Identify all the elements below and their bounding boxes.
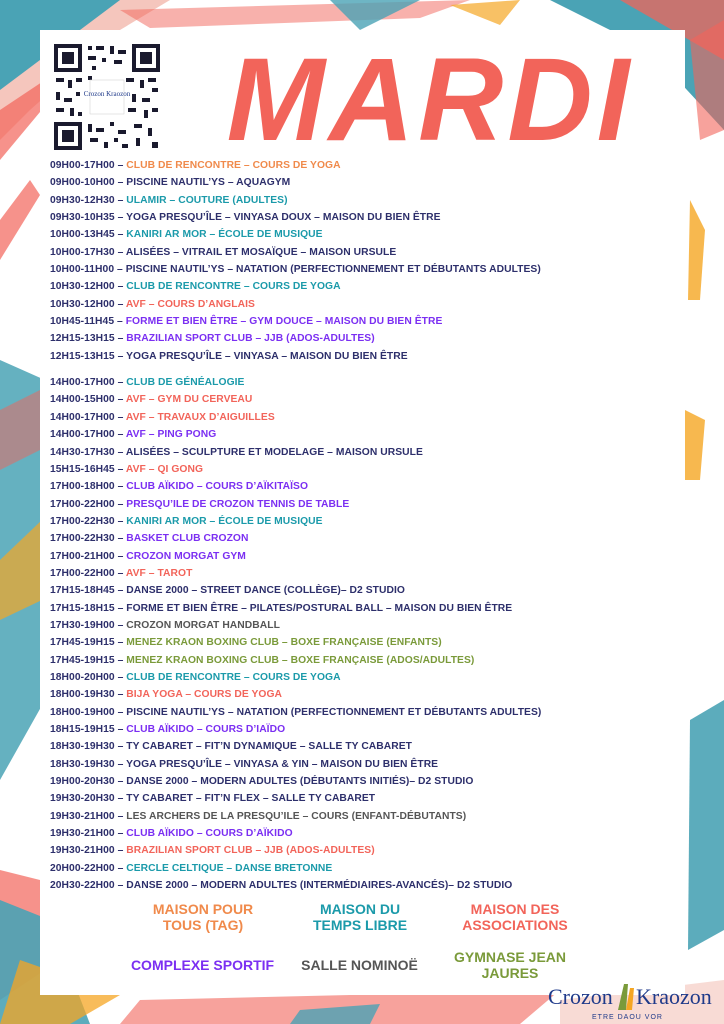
schedule-activity: CERCLE CELTIQUE – DANSE BRETONNE bbox=[126, 862, 333, 874]
schedule-time: 14H00-17H00 bbox=[50, 377, 115, 389]
page-title bbox=[205, 28, 655, 160]
schedule-time: 20H30-22H00 bbox=[50, 880, 115, 892]
schedule-time: 17H15-18H15 bbox=[50, 602, 115, 614]
schedule-time: 18H00-19H30 bbox=[50, 689, 115, 701]
schedule-separator: – bbox=[114, 515, 127, 527]
schedule-separator: – bbox=[114, 862, 127, 874]
schedule-row bbox=[50, 244, 670, 261]
schedule-separator: – bbox=[114, 281, 127, 293]
schedule-row bbox=[50, 209, 670, 226]
schedule-time: 17H00-22H00 bbox=[50, 498, 115, 510]
schedule-separator: – bbox=[114, 880, 127, 892]
schedule-row bbox=[50, 721, 670, 738]
schedule-time: 19H30-20H30 bbox=[50, 793, 115, 805]
schedule-time: 18H15-19H15 bbox=[50, 724, 115, 735]
schedule-time: 14H00-17H00 bbox=[50, 429, 115, 441]
schedule-separator: – bbox=[114, 810, 127, 822]
schedule-time: 10H00-13H45 bbox=[50, 229, 115, 241]
schedule-activity: ALISÉES – VITRAIL ET MOSAÏQUE – MAISON URSULE bbox=[125, 246, 397, 258]
schedule-row bbox=[50, 496, 670, 513]
schedule-separator: – bbox=[114, 671, 127, 683]
legend-complexe-sportif: COMPLEXE SPORTIF bbox=[130, 957, 275, 973]
schedule-separator: – bbox=[114, 619, 127, 631]
schedule-row bbox=[50, 790, 670, 807]
schedule-separator: – bbox=[114, 316, 126, 328]
schedule-row bbox=[50, 634, 670, 651]
schedule-row bbox=[50, 600, 670, 617]
legend-maison-pour-tous: MAISON POUR TOUS (TAG) bbox=[152, 901, 254, 933]
schedule-time: 10H00-11H00 bbox=[50, 264, 115, 276]
schedule-separator: – bbox=[114, 793, 127, 805]
schedule-row bbox=[50, 530, 670, 547]
schedule-activity: ULAMIR – COUTURE (ADULTES) bbox=[126, 194, 288, 206]
schedule-separator: – bbox=[114, 411, 126, 423]
schedule-time: 15H15-16H45 bbox=[50, 463, 115, 475]
schedule-separator: – bbox=[114, 654, 127, 666]
schedule-time: 10H30-12H00 bbox=[50, 298, 115, 310]
schedule-activity: CLUB DE RENCONTRE – COURS DE YOGA bbox=[126, 671, 341, 683]
schedule-time: 09H00-10H00 bbox=[50, 177, 115, 189]
schedule-activity: CLUB AÏKIDO – COURS D’IAÏDO bbox=[126, 724, 286, 735]
schedule-separator: – bbox=[114, 845, 127, 857]
schedule-time: 19H30-21H00 bbox=[50, 845, 115, 857]
legend-gymnase: GYMNASE JEAN JAURES bbox=[453, 949, 567, 981]
schedule-separator: – bbox=[114, 264, 126, 276]
schedule-time: 20H00-22H00 bbox=[50, 862, 115, 874]
schedule-activity: BRAZILIAN SPORT CLUB – JJB (ADOS-ADULTES) bbox=[126, 333, 375, 345]
schedule-activity: CLUB AÏKIDO – COURS D’AÏKITAÏSO bbox=[126, 481, 309, 493]
schedule-row bbox=[50, 226, 670, 243]
schedule-time: 09H30-10H35 bbox=[50, 212, 115, 224]
schedule-time: 19H30-21H00 bbox=[50, 828, 115, 840]
schedule-activity: PISCINE NAUTIL’YS – NATATION (PERFECTIONNEMENT ET DÉBUTANTS ADULTES) bbox=[126, 706, 542, 718]
schedule-time: 19H00-20H30 bbox=[50, 776, 115, 788]
schedule-separator: – bbox=[114, 741, 127, 753]
schedule-time: 17H00-21H00 bbox=[50, 550, 115, 562]
schedule-activity: KANIRI AR MOR – ÉCOLE DE MUSIQUE bbox=[126, 515, 323, 527]
schedule-activity: ALISÉES – SCULPTURE ET MODELAGE – MAISON URSULE bbox=[125, 446, 423, 458]
logo-tagline: ETRE DAOU VOR bbox=[592, 1014, 663, 1021]
schedule-time: 17H00-18H00 bbox=[50, 481, 115, 493]
schedule-row bbox=[50, 330, 670, 347]
schedule-activity: DANSE 2000 – MODERN ADULTES (INTERMÉDIAIRES-AVANCÉS)– D2 STUDIO bbox=[126, 880, 513, 892]
schedule-activity: KANIRI AR MOR – ÉCOLE DE MUSIQUE bbox=[126, 229, 323, 241]
schedule-row bbox=[50, 617, 670, 634]
schedule-separator: – bbox=[114, 194, 127, 206]
schedule-row bbox=[50, 686, 670, 703]
schedule-activity: YOGA PRESQU’ÎLE – VINYASA & YIN – MAISON DU BIEN ÊTRE bbox=[126, 758, 439, 770]
schedule-time: 17H15-18H45 bbox=[50, 585, 115, 597]
schedule-separator: – bbox=[114, 724, 127, 735]
schedule-activity: CROZON MORGAT GYM bbox=[126, 550, 246, 562]
schedule-separator: – bbox=[114, 533, 127, 545]
schedule-separator: – bbox=[114, 298, 126, 310]
schedule-separator: – bbox=[114, 689, 127, 701]
schedule-row bbox=[50, 877, 670, 894]
schedule-row bbox=[50, 860, 670, 877]
schedule-separator: – bbox=[114, 229, 127, 241]
schedule-activity: CLUB AÏKIDO – COURS D’AÏKIDO bbox=[126, 828, 293, 840]
schedule-activity: AVF – TRAVAUX D’AIGUILLES bbox=[125, 411, 275, 423]
schedule-separator: – bbox=[114, 212, 127, 224]
schedule-separator: – bbox=[114, 602, 127, 614]
schedule-separator: – bbox=[114, 350, 127, 362]
legend-salle-nominoe: SALLE NOMINOË bbox=[301, 957, 418, 973]
schedule-activity: AVF – QI GONG bbox=[125, 463, 204, 475]
schedule-row bbox=[50, 444, 670, 461]
schedule-activity: TY CABARET – FIT’N DYNAMIQUE – SALLE TY CABARET bbox=[126, 741, 413, 753]
schedule-activity: CLUB DE RENCONTRE – COURS DE YOGA bbox=[126, 160, 341, 171]
schedule-row bbox=[50, 374, 670, 391]
schedule-separator: – bbox=[114, 567, 126, 579]
schedule-time: 17H45-19H15 bbox=[50, 654, 115, 666]
schedule-time: 10H00-17H30 bbox=[50, 246, 115, 258]
schedule-row bbox=[50, 825, 670, 842]
legend-maison-associations: MAISON DES ASSOCIATIONS bbox=[462, 901, 568, 933]
logo-flag-icon bbox=[614, 982, 638, 1012]
schedule-row bbox=[50, 513, 670, 530]
schedule-activity: MENEZ KRAON BOXING CLUB – BOXE FRANÇAISE (ENFANTS) bbox=[126, 637, 442, 649]
schedule-separator: – bbox=[114, 394, 126, 406]
schedule-activity: TY CABARET – FIT’N FLEX – SALLE TY CABARET bbox=[126, 793, 376, 805]
schedule-row bbox=[50, 773, 670, 790]
schedule-separator: – bbox=[114, 637, 127, 649]
schedule-activity: CROZON MORGAT HANDBALL bbox=[126, 619, 280, 631]
title-text: MARDI bbox=[226, 34, 634, 160]
schedule-separator: – bbox=[114, 377, 127, 389]
schedule-row bbox=[50, 669, 670, 686]
schedule-activity: LES ARCHERS DE LA PRESQU’ILE – COURS (ENFANT-DÉBUTANTS) bbox=[126, 810, 467, 822]
schedule-activity: AVF – PING PONG bbox=[125, 429, 217, 441]
schedule-separator: – bbox=[114, 481, 127, 493]
schedule-row bbox=[50, 548, 670, 565]
schedule-row bbox=[50, 652, 670, 669]
schedule-time: 18H00-20H00 bbox=[50, 671, 115, 683]
schedule-separator: – bbox=[114, 706, 127, 718]
schedule-row bbox=[50, 348, 670, 365]
schedule-row bbox=[50, 704, 670, 721]
schedule-separator: – bbox=[114, 160, 127, 171]
schedule-row bbox=[50, 278, 670, 295]
schedule-separator: – bbox=[114, 177, 127, 189]
schedule-row bbox=[50, 582, 670, 599]
schedule-time: 14H30-17H30 bbox=[50, 446, 115, 458]
schedule-time: 17H00-22H30 bbox=[50, 515, 115, 527]
schedule-list bbox=[50, 157, 670, 894]
schedule-activity: BIJA YOGA – COURS DE YOGA bbox=[126, 689, 283, 701]
schedule-activity: BRAZILIAN SPORT CLUB – JJB (ADOS-ADULTES) bbox=[126, 845, 375, 857]
schedule-activity: AVF – GYM DU CERVEAU bbox=[125, 394, 253, 406]
schedule-activity: PISCINE NAUTIL’YS – AQUAGYM bbox=[126, 177, 291, 189]
schedule-activity: FORME ET BIEN ÊTRE – GYM DOUCE – MAISON DU BIEN ÊTRE bbox=[125, 316, 443, 328]
logo-crozon: Crozon bbox=[548, 984, 613, 1009]
schedule-row bbox=[50, 296, 670, 313]
schedule-activity: DANSE 2000 – STREET DANCE (COLLÈGE)– D2 STUDIO bbox=[126, 585, 405, 597]
schedule-row bbox=[50, 261, 670, 278]
schedule-separator: – bbox=[114, 333, 127, 345]
schedule-time: 12H15-13H15 bbox=[50, 333, 115, 345]
schedule-separator: – bbox=[114, 246, 126, 258]
schedule-time: 19H30-21H00 bbox=[50, 810, 115, 822]
schedule-activity: YOGA PRESQU’ÎLE – VINYASA – MAISON DU BIEN ÊTRE bbox=[126, 350, 408, 362]
qr-logo-text: Crozon Kraozon bbox=[83, 90, 131, 98]
schedule-row bbox=[50, 313, 670, 330]
schedule-activity: PRESQU’ILE DE CROZON TENNIS DE TABLE bbox=[126, 498, 350, 510]
schedule-activity: CLUB DE RENCONTRE – COURS DE YOGA bbox=[126, 281, 341, 293]
schedule-time: 14H00-17H00 bbox=[50, 411, 115, 423]
schedule-activity: YOGA PRESQU’ÎLE – VINYASA DOUX – MAISON DU BIEN ÊTRE bbox=[126, 212, 441, 224]
schedule-separator: – bbox=[114, 550, 127, 562]
schedule-time: 09H00-17H00 bbox=[50, 160, 115, 171]
schedule-time: 09H30-12H30 bbox=[50, 194, 115, 206]
schedule-row bbox=[50, 174, 670, 191]
schedule-separator: – bbox=[114, 828, 127, 840]
schedule-separator: – bbox=[114, 585, 127, 597]
schedule-separator: – bbox=[114, 429, 126, 441]
schedule-row bbox=[50, 461, 670, 478]
schedule-activity: PISCINE NAUTIL’YS – NATATION (PERFECTIONNEMENT ET DÉBUTANTS ADULTES) bbox=[125, 264, 541, 276]
schedule-activity: MENEZ KRAON BOXING CLUB – BOXE FRANÇAISE (ADOS/ADULTES) bbox=[126, 654, 475, 666]
schedule-row bbox=[50, 391, 670, 408]
schedule-time: 14H00-15H00 bbox=[50, 394, 115, 406]
schedule-row bbox=[50, 426, 670, 443]
schedule-separator: – bbox=[114, 776, 127, 788]
schedule-activity: AVF – TAROT bbox=[125, 567, 193, 579]
schedule-row bbox=[50, 157, 670, 174]
schedule-row bbox=[50, 478, 670, 495]
schedule-activity: DANSE 2000 – MODERN ADULTES (DÉBUTANTS INITIÉS)– D2 STUDIO bbox=[126, 776, 474, 788]
legend-maison-temps-libre: MAISON DU TEMPS LIBRE bbox=[312, 901, 408, 933]
schedule-separator: – bbox=[114, 446, 126, 458]
schedule-row bbox=[50, 738, 670, 755]
schedule-activity: FORME ET BIEN ÊTRE – PILATES/POSTURAL BALL – MAISON DU BIEN ÊTRE bbox=[126, 602, 513, 614]
schedule-separator: – bbox=[114, 498, 127, 510]
schedule-separator: – bbox=[114, 463, 126, 475]
schedule-time: 10H30-12H00 bbox=[50, 281, 115, 293]
schedule-row bbox=[50, 409, 670, 426]
schedule-row bbox=[50, 808, 670, 825]
schedule-separator: – bbox=[114, 758, 127, 770]
schedule-time: 18H30-19H30 bbox=[50, 741, 115, 753]
logo-kraozon: Kraozon bbox=[636, 984, 712, 1009]
schedule-time: 18H00-19H00 bbox=[50, 706, 115, 718]
schedule-time: 12H15-13H15 bbox=[50, 350, 115, 362]
schedule-time: 10H45-11H45 bbox=[50, 316, 115, 328]
schedule-time: 17H00-22H30 bbox=[50, 533, 115, 545]
qr-code bbox=[52, 42, 162, 152]
schedule-time: 17H45-19H15 bbox=[50, 637, 115, 649]
schedule-time: 17H00-22H00 bbox=[50, 567, 115, 579]
schedule-row bbox=[50, 565, 670, 582]
schedule-row bbox=[50, 756, 670, 773]
schedule-activity: CLUB DE GÉNÉALOGIE bbox=[126, 377, 245, 389]
schedule-row bbox=[50, 192, 670, 209]
schedule-time: 18H30-19H30 bbox=[50, 758, 115, 770]
schedule-time: 17H30-19H00 bbox=[50, 619, 115, 631]
schedule-activity: AVF – COURS D’ANGLAIS bbox=[125, 298, 255, 310]
schedule-activity: BASKET CLUB CROZON bbox=[126, 533, 249, 545]
schedule-row bbox=[50, 842, 670, 859]
